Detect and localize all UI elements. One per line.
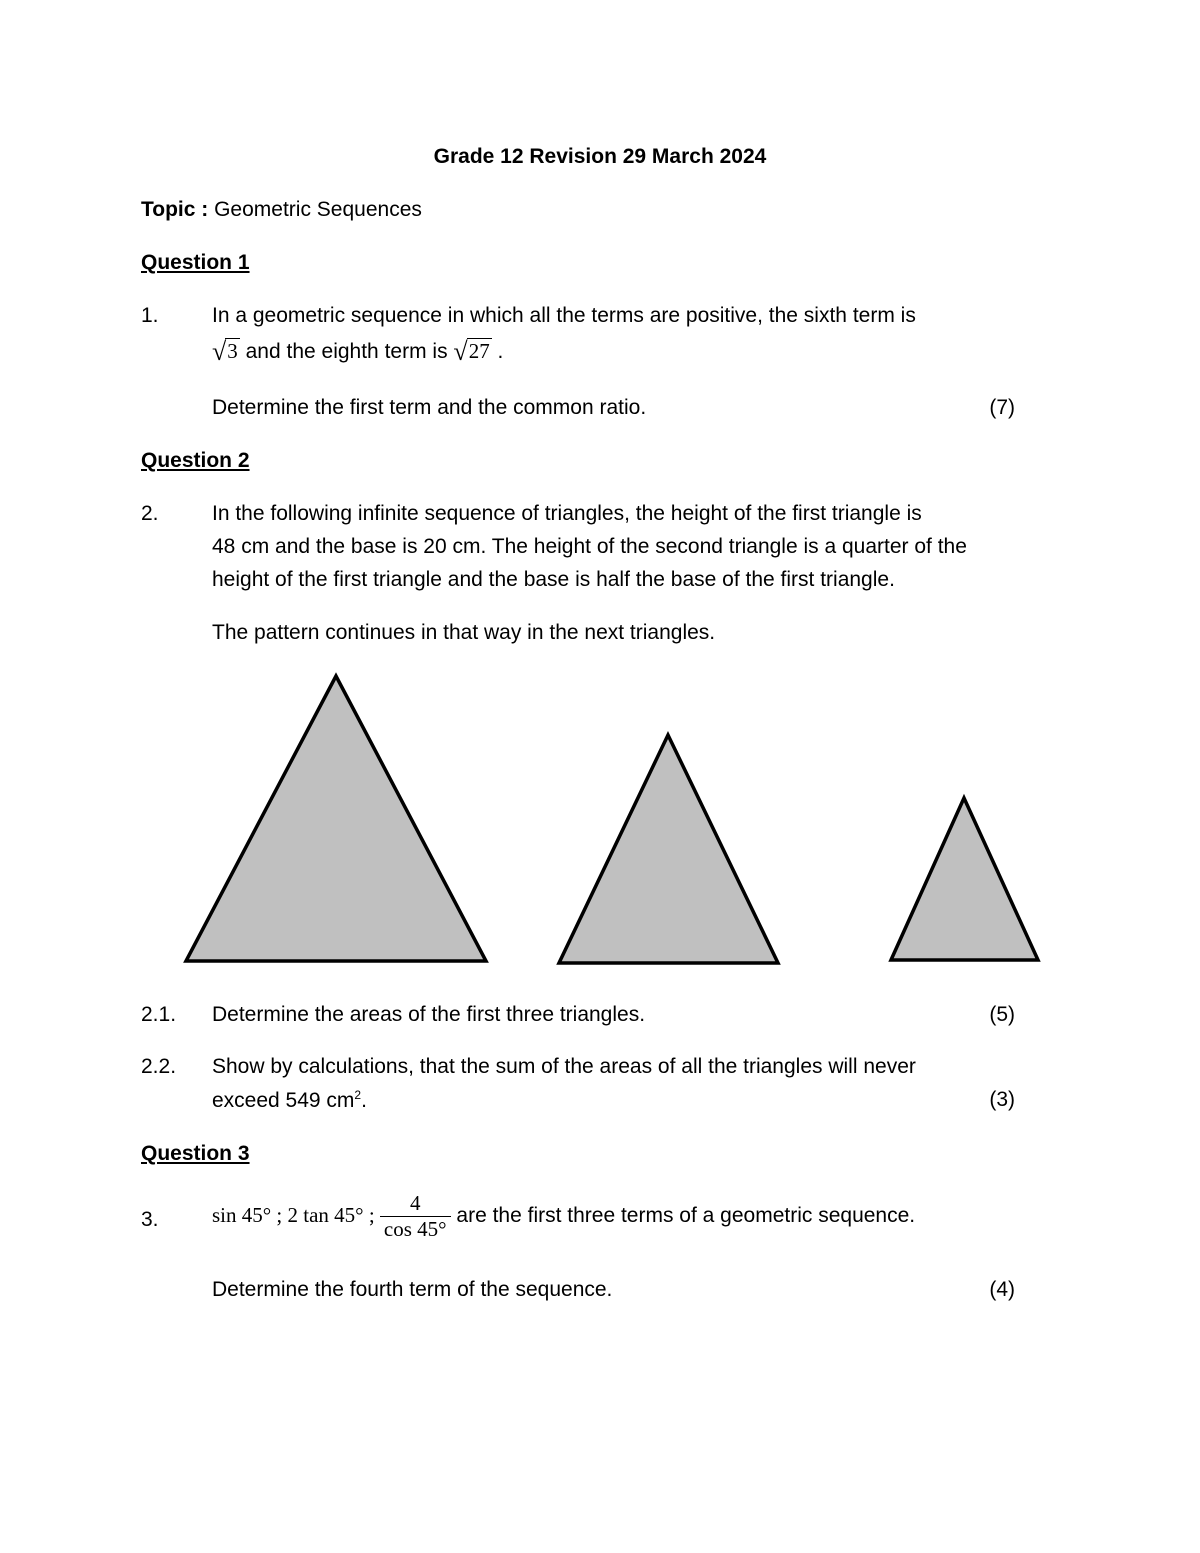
question-3-task: Determine the fourth term of the sequence. — [212, 1278, 613, 1301]
page-title: Grade 12 Revision 29 March 2024 — [433, 145, 767, 168]
question-1-number: 1. — [141, 304, 159, 327]
triangle-1 — [186, 676, 486, 961]
question-3-line-end: are the first three terms of a geometric sequence. — [450, 1204, 916, 1228]
question-3-number: 3. — [141, 1208, 159, 1231]
question-2-1-text: Determine the areas of the first three triangles. — [212, 1003, 646, 1026]
question-2-2-text-line1: Show by calculations, that the sum of the areas of all the triangles will never — [212, 1055, 916, 1078]
term-sin45: sin 45° — [212, 1203, 272, 1228]
question-2-text-line4: The pattern continues in that way in the next triangles. — [212, 621, 716, 644]
fraction-4-over-cos45 — [380, 1193, 451, 1240]
triangle-2 — [559, 735, 778, 963]
topic-value: Geometric Sequences — [208, 198, 422, 221]
question-2-2-marks: (3) — [989, 1088, 1015, 1111]
question-2-1-marks: (5) — [989, 1003, 1015, 1026]
squared-superscript: 2 — [354, 1088, 362, 1102]
question-1-line2-mid: and the eighth term is — [239, 340, 454, 363]
question-2-number: 2. — [141, 502, 159, 525]
question-1-line2-end: . — [491, 340, 504, 363]
sqrt-27-radicand: 27 — [468, 339, 490, 363]
term-2tan45: 2 tan 45° — [287, 1203, 364, 1228]
question-2-2-line2-end: . — [361, 1089, 367, 1112]
question-2-2-number: 2.2. — [141, 1055, 177, 1078]
radical-icon: √ — [212, 337, 227, 366]
question-2-heading: Question 2 — [141, 449, 250, 472]
separator: ; — [363, 1203, 380, 1228]
topic-label: Topic : — [141, 198, 209, 221]
question-1-text-line1: In a geometric sequence in which all the terms are positive, the sixth term is — [212, 304, 916, 327]
question-3-heading: Question 3 — [141, 1142, 250, 1165]
question-2-text-line3: height of the first triangle and the base is half the base of the first triangle. — [212, 568, 895, 591]
question-2-2-line2-text: exceed 549 cm — [212, 1089, 355, 1112]
question-1-heading: Question 1 — [141, 251, 250, 274]
radical-icon: √ — [453, 337, 468, 366]
question-3-marks: (4) — [989, 1278, 1015, 1301]
question-2-1-number: 2.1. — [141, 1003, 177, 1026]
separator: ; — [271, 1203, 288, 1228]
sqrt-3-radicand: 3 — [227, 339, 238, 363]
question-3-expression — [212, 1193, 915, 1240]
question-1-task: Determine the first term and the common ratio. — [212, 396, 647, 419]
triangle-3 — [891, 798, 1038, 960]
question-2-text-line2: 48 cm and the base is 20 cm. The height of the second triangle is a quarter of the — [212, 535, 967, 558]
question-1-marks: (7) — [989, 396, 1015, 419]
question-2-2-text-line2 — [212, 1089, 367, 1111]
fraction-denominator: cos 45° — [383, 1217, 447, 1241]
question-2-text-line1: In the following infinite sequence of triangles, the height of the first triangle is — [212, 502, 922, 525]
fraction-numerator: 4 — [380, 1193, 451, 1217]
